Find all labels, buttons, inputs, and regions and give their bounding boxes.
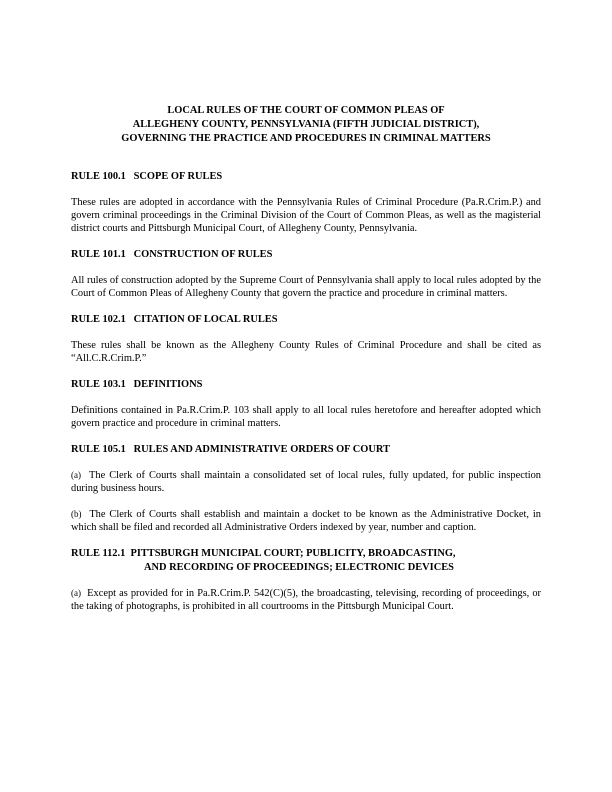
rule-112-1-section — [71, 547, 541, 613]
subsection-text: Except as provided for in Pa.R.Crim.P. 542(C)(5), the broadcasting, televising, recording of proceedings, or the taking of photographs, is prohibited in all courtrooms in the Pittsburgh Municipal Court. — [71, 588, 541, 612]
title-line-3: GOVERNING THE PRACTICE AND PROCEDURES IN CRIMINAL MATTERS — [121, 133, 491, 144]
rule-101-1-section — [71, 248, 541, 300]
title-line-2: ALLEGHENY COUNTY, PENNSYLVANIA (FIFTH JUDICIAL DISTRICT), — [132, 119, 480, 130]
subsection-marker: (b) — [71, 509, 82, 519]
subsection-marker: (a) — [71, 588, 81, 598]
rule-paragraph-a — [71, 587, 541, 613]
rule-heading — [71, 547, 541, 575]
rule-103-1-section — [71, 378, 541, 430]
rule-paragraph: All rules of construction adopted by the Supreme Court of Pennsylvania shall apply to local rules adopted by the Court of Common Pleas of Allegheny County that govern the practice and procedure in criminal matters. — [71, 275, 541, 299]
rule-paragraph: These rules shall be known as the Allegheny County Rules of Criminal Procedure and shall be cited as “All.C.R.Crim.P.” — [71, 340, 541, 364]
rule-paragraph: Definitions contained in Pa.R.Crim.P. 103 shall apply to all local rules heretofore and hereafter adopted which govern practice and procedure in criminal matters. — [71, 405, 541, 429]
rule-heading: RULE 102.1 CITATION OF LOCAL RULES — [71, 314, 278, 325]
rule-heading-line-2: AND RECORDING OF PROCEEDINGS; ELECTRONIC DEVICES — [144, 562, 454, 573]
rule-105-1-section — [71, 443, 541, 534]
rule-paragraph-b — [71, 508, 541, 534]
subsection-text: The Clerk of Courts shall establish and maintain a docket to be known as the Administrative Docket, in which shall be filed and recorded all Administrative Orders indexed by year, number and caption. — [71, 509, 542, 533]
document-page — [71, 104, 541, 626]
title-line-1: LOCAL RULES OF THE COURT OF COMMON PLEAS OF — [167, 105, 445, 116]
rule-heading: RULE 100.1 SCOPE OF RULES — [71, 171, 223, 182]
rule-paragraph-a — [71, 469, 541, 495]
subsection-text: The Clerk of Courts shall maintain a consolidated set of local rules, fully updated, for public inspection during business hours. — [71, 470, 542, 494]
document-title — [71, 104, 541, 146]
rule-heading-line-1: RULE 112.1 PITTSBURGH MUNICIPAL COURT; PUBLICITY, BROADCASTING, — [71, 548, 456, 559]
rule-paragraph: These rules are adopted in accordance with the Pennsylvania Rules of Criminal Procedure (Pa.R.Crim.P.) and govern criminal proceedings in the Criminal Division of the Court of Common Pleas, as well as the magisterial district courts and Pittsburgh Municipal Court, of Allegheny County, Pennsylvania. — [71, 197, 541, 234]
rule-heading: RULE 105.1 RULES AND ADMINISTRATIVE ORDERS OF COURT — [71, 444, 390, 455]
rule-102-1-section — [71, 313, 541, 365]
rule-heading: RULE 103.1 DEFINITIONS — [71, 379, 203, 390]
rule-heading: RULE 101.1 CONSTRUCTION OF RULES — [71, 249, 273, 260]
subsection-marker: (a) — [71, 470, 81, 480]
rule-100-1-section — [71, 170, 541, 235]
